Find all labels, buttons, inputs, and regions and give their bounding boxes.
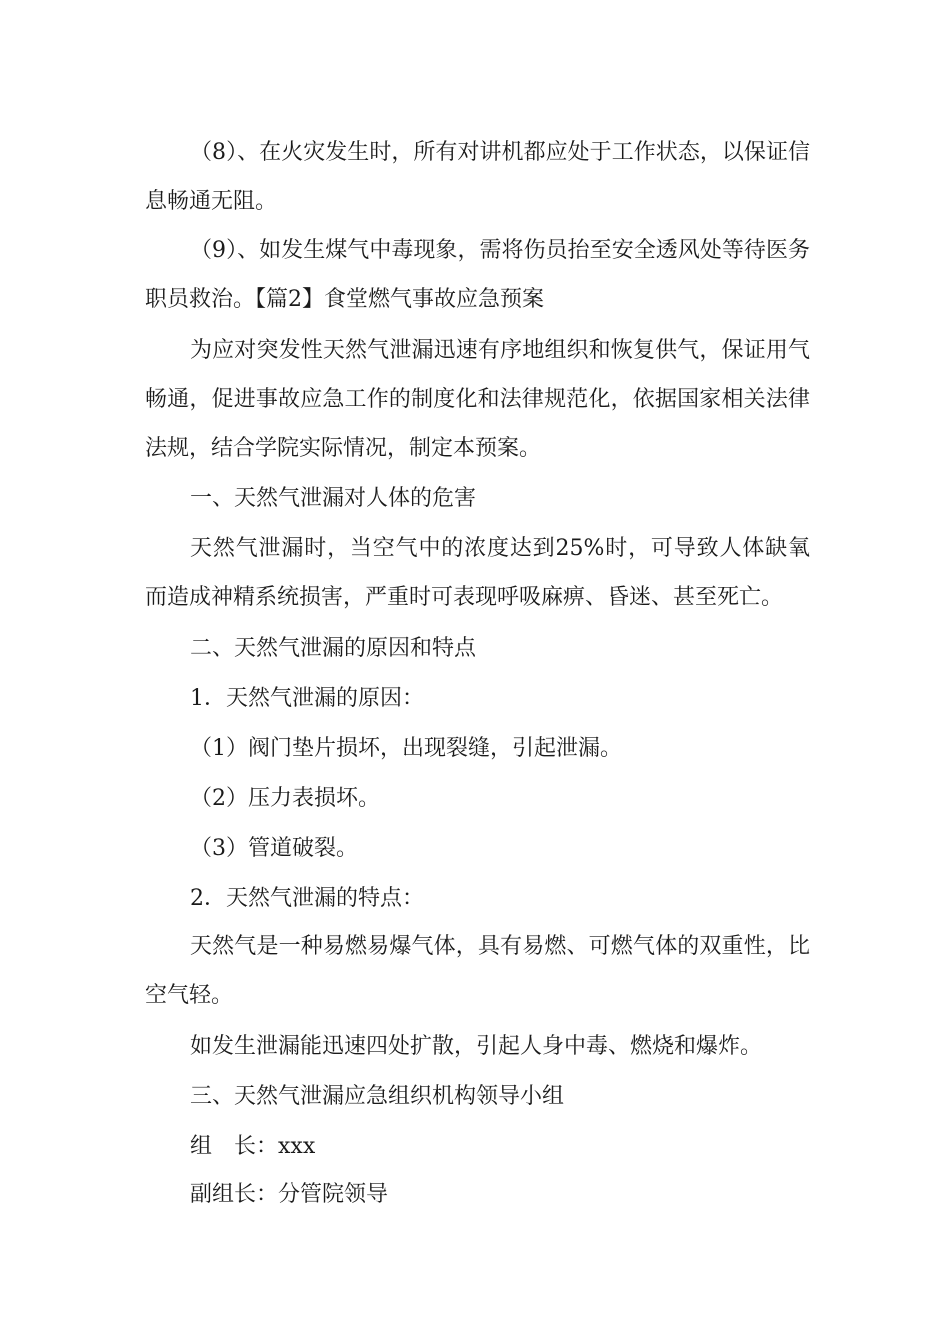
team-leader: 组 长：xxx <box>190 1134 316 1159</box>
subheading-features: 2．天然气泄漏的特点： <box>190 886 424 911</box>
team-deputy-leader: 副组长：分管院领导 <box>190 1182 389 1207</box>
heading-section-1: 一、天然气泄漏对人体的危害 <box>190 486 477 511</box>
subheading-causes: 1．天然气泄漏的原因： <box>190 686 424 711</box>
heading-section-2: 二、天然气泄漏的原因和特点 <box>190 636 477 661</box>
paragraph-purpose: 为应对突发性天然气泄漏迅速有序地组织和恢复供气，保证用气畅通，促进事故应急工作的制度化和法律规范化，依据国家相关法律法规，结合学院实际情况，制定本预案。 <box>145 338 810 461</box>
paragraph-fire-radio: （8）、在火灾发生时，所有对讲机都应处于工作状态，以保证信息畅通无阻。 <box>145 140 810 214</box>
paragraph-features: 天然气是一种易燃易爆气体，具有易燃、可燃气体的双重性，比空气轻。 <box>145 934 810 1008</box>
list-item-cause-3: （3）管道破裂。 <box>190 836 358 861</box>
heading-section-3: 三、天然气泄漏应急组织机构领导小组 <box>190 1084 565 1109</box>
list-item-cause-2: （2）压力表损坏。 <box>190 786 380 811</box>
paragraph-hazard: 天然气泄漏时，当空气中的浓度达到25%时，可导致人体缺氧而造成神精系统损害，严重时可表现呼吸麻痹、昏迷、甚至死亡。 <box>145 536 810 610</box>
list-item-cause-1: （1）阀门垫片损坏，出现裂缝，引起泄漏。 <box>190 736 622 761</box>
paragraph-gas-poisoning: （9）、如发生煤气中毒现象，需将伤员抬至安全透风处等待医务职员救治。【篇2】食堂燃气事故应急预案 <box>145 238 810 312</box>
paragraph-diffusion: 如发生泄漏能迅速四处扩散，引起人身中毒、燃烧和爆炸。 <box>190 1034 763 1059</box>
